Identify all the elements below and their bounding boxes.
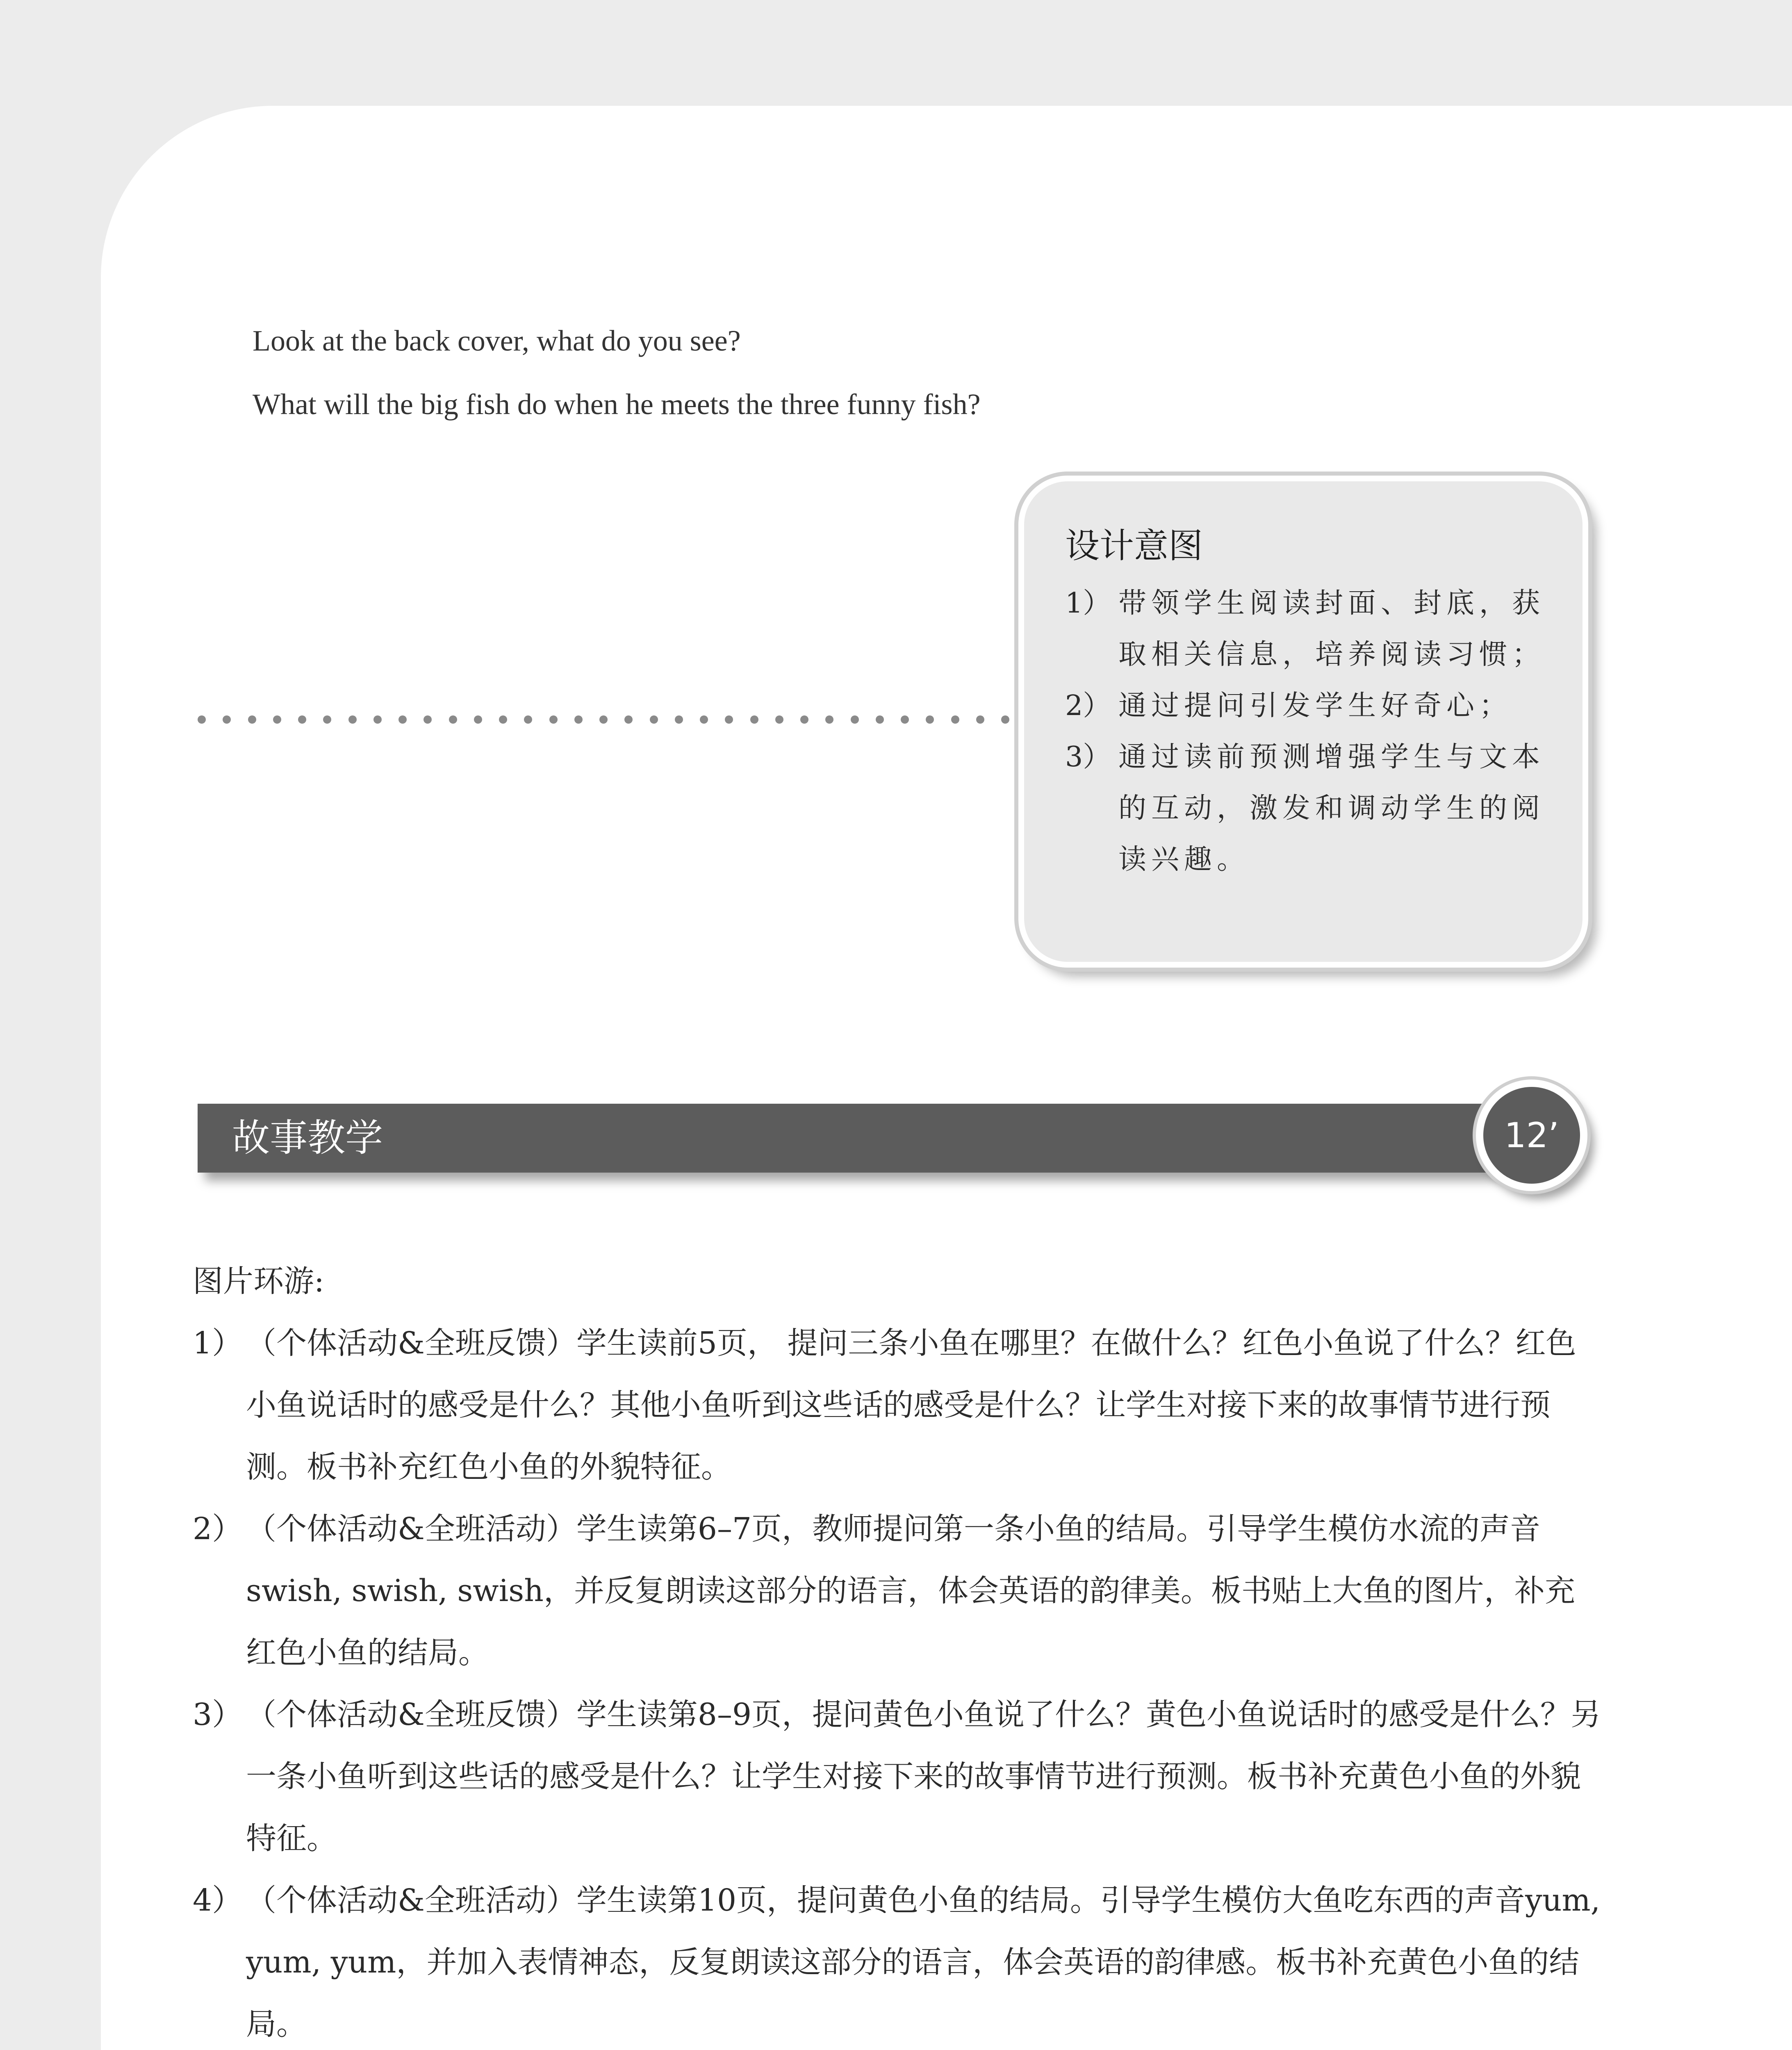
section-header-bar [198,1104,1551,1173]
design-intent-title: 设计意图 [1065,526,1203,566]
step-number: 3） [193,1697,243,1732]
design-intent-item-number: 1） [1065,587,1111,620]
design-intent-item [1065,731,1554,885]
step-text: （个体活动&全班反馈）学生读前5页， 提问三条小鱼在哪里？在做什么？红色小鱼说了什么？红色小鱼说话时的感受是什么？其他小鱼听到这些话的感受是什么？让学生对接下来的故事情节进行预测。板书补充红色小鱼的外貌特征。 [246,1326,1576,1485]
design-intent-item-text: 带领学生阅读封面、封底，获取相关信息，培养阅读习惯； [1118,587,1545,671]
intro-question-1: Look at the back cover, what do you see? [253,324,741,357]
intro-question-2: What will the big fish do when he meets the three funny fish? [253,388,981,421]
step-text: （个体活动&全班活动）学生读第10页，提问黄色小鱼的结局。引导学生模仿大鱼吃东西的声音yum, yum, yum，并加入表情神态，反复朗读这部分的语言，体会英语的韵律感。板书补充黄色小鱼的结局。 [246,1883,1601,2042]
step-text: （个体活动&全班反馈）学生读第8–9页，提问黄色小鱼说了什么？黄色小鱼说话时的感受是什么？另一条小鱼听到这些话的感受是什么？让学生对接下来的故事情节进行预测。板书补充黄色小鱼的外貌特征。 [246,1697,1601,1856]
step-item [193,1498,1603,1684]
design-intent-item-text: 通过读前预测增强学生与文本的互动，激发和调动学生的阅读兴趣。 [1118,741,1545,876]
step-item [193,1684,1603,1870]
design-intent-item [1065,578,1554,680]
dotted-leader-line [198,713,1009,726]
step-number: 2） [193,1511,243,1547]
body-heading: 图片环游: [193,1264,324,1299]
step-item [193,1312,1603,1498]
design-intent-item-number: 3） [1065,741,1111,773]
step-number: 4） [193,1883,243,1918]
step-text: （个体活动&全班活动）学生读第6–7页，教师提问第一条小鱼的结局。引导学生模仿水流的声音swish, swish, swish，并反复朗读这部分的语言，体会英语的韵律美。板书贴上大鱼的图片，补充红色小鱼的结局。 [246,1511,1575,1670]
step-item [193,1870,1603,2050]
design-intent-item-text: 通过提问引发学生好奇心； [1118,690,1512,722]
story-teaching-body [193,1250,1603,2050]
time-badge: 12’ [1476,1080,1587,1191]
section-title: 故事教学 [232,1116,383,1160]
design-intent-item [1065,680,1554,731]
design-intent-item-number: 2） [1065,690,1111,722]
design-intent-box [1018,476,1588,968]
step-number: 1） [193,1326,243,1361]
